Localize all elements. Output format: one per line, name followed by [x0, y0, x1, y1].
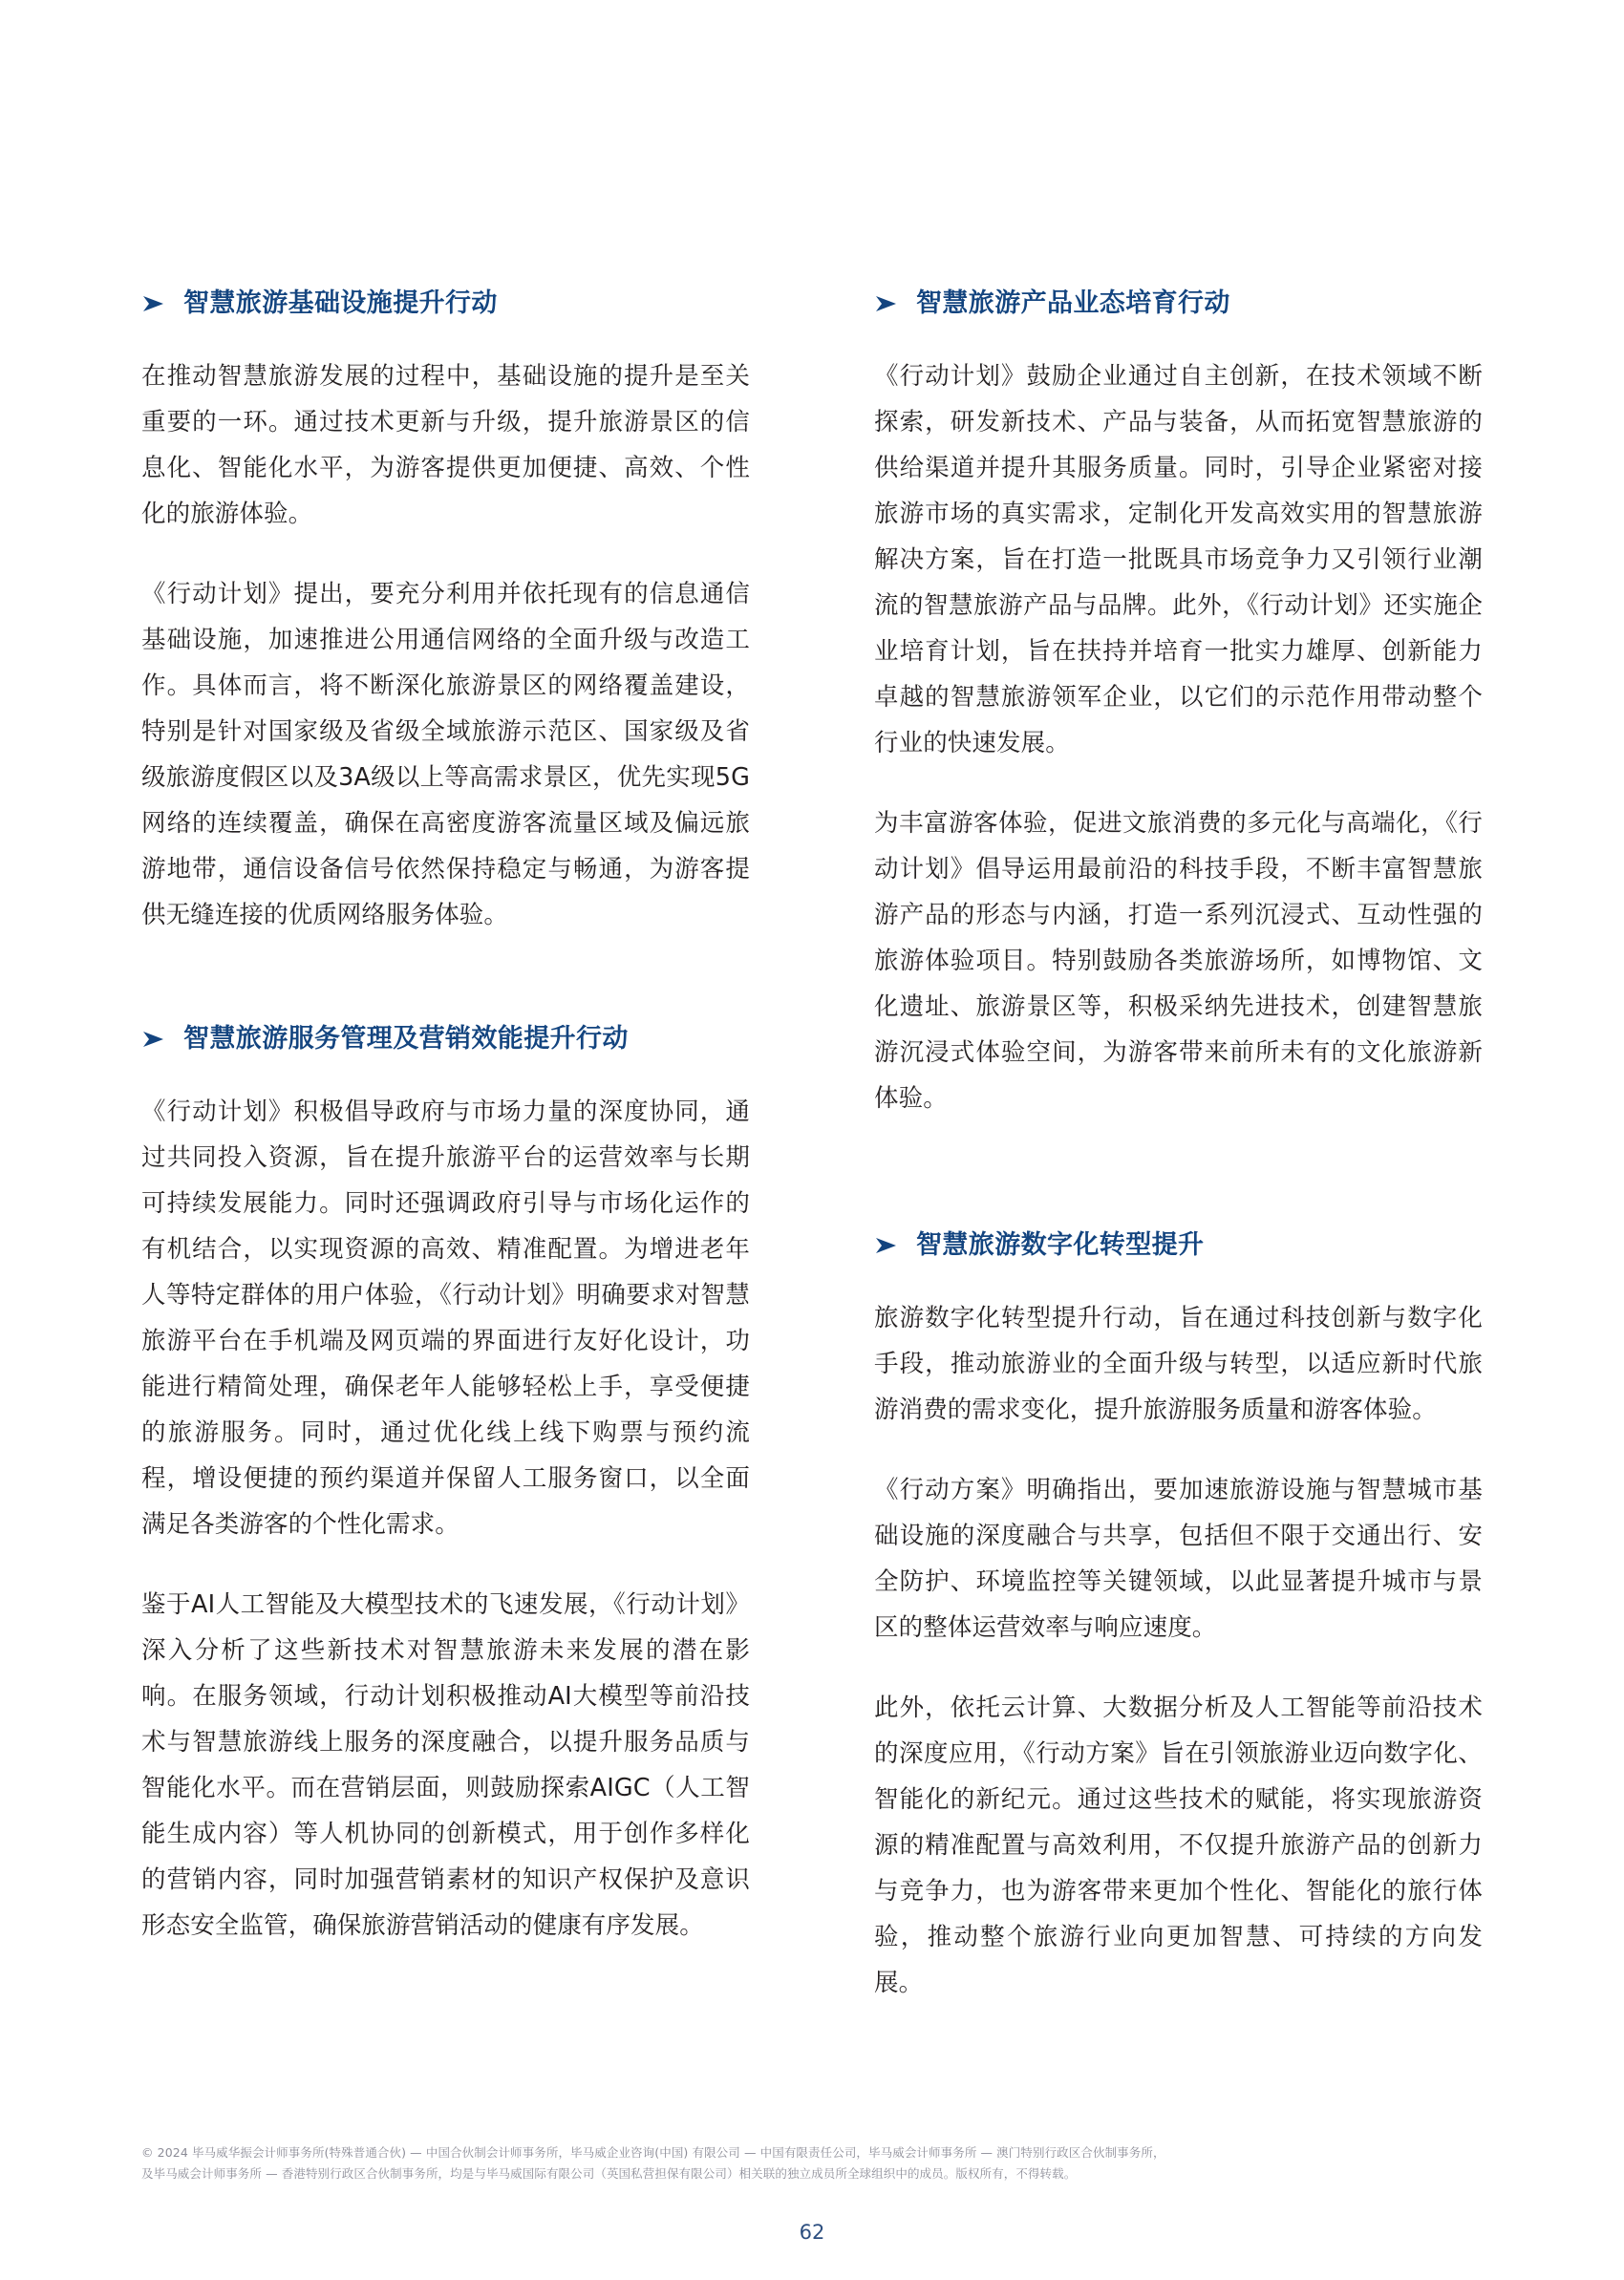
paragraph: 《行动计划》鼓励企业通过自主创新，在技术领域不断探索，研发新技术、产品与装备，从而拓宽智慧旅游的供给渠道并提升其服务质量。同时，引导企业紧密对接旅游市场的真实需求，定制化开发高效实用的智慧旅游解决方案，旨在打造一批既具市场竞争力又引领行业潮流的智慧旅游产品与品牌。此外，《行动计划》还实施企业培育计划，旨在扶持并培育一批实力雄厚、创新能力卓越的智慧旅游领军企业，以它们的示范作用带动整个行业的快速发展。: [874, 362, 1483, 757]
arrow-bullet-icon: [141, 293, 166, 314]
paragraph: 旅游数字化转型提升行动，旨在通过科技创新与数字化手段，推动旅游业的全面升级与转型，以适应新时代旅游消费的需求变化，提升旅游服务质量和游客体验。: [874, 1304, 1483, 1424]
paragraph: 为丰富游客体验，促进文旅消费的多元化与高端化，《行动计划》倡导运用最前沿的科技手段，不断丰富智慧旅游产品的形态与内涵，打造一系列沉浸式、互动性强的旅游体验项目。特别鼓励各类旅游场所，如博物馆、文化遗址、旅游景区等，积极采纳先进技术，创建智慧旅游沉浸式体验空间，为游客带来前所未有的文化旅游新体验。: [874, 809, 1483, 1113]
footer-copyright-line-1: © 2024 毕马威华振会计师事务所(特殊普通合伙) — 中国合伙制会计师事务所，毕马威企业咨询(中国) 有限公司 — 中国有限责任公司，毕马威会计师事务所 — 澳门特别行政区合伙制事务所，: [141, 2145, 1165, 2160]
section-heading-product-ecosystem: [874, 287, 1483, 321]
two-column-layout: [141, 287, 1483, 1997]
paragraph: 在推动智慧旅游发展的过程中，基础设施的提升是至关重要的一环。通过技术更新与升级，提升旅游景区的信息化、智能化水平，为游客提供更加便捷、高效、个性化的旅游体验。: [141, 362, 750, 528]
section-heading-infrastructure: [141, 287, 750, 321]
paragraph: 鉴于AI人工智能及大模型技术的飞速发展，《行动计划》深入分析了这些新技术对智慧旅游未来发展的潜在影响。在服务领域，行动计划积极推动AI大模型等前沿技术与智慧旅游线上服务的深度融合，以提升服务品质与智能化水平。而在营销层面，则鼓励探索AIGC（人工智能生成内容）等人机协同的创新模式，用于创作多样化的营销内容，同时加强营销素材的知识产权保护及意识形态安全监管，确保旅游营销活动的健康有序发展。: [141, 1590, 750, 1940]
footer-copyright: [141, 2142, 1483, 2184]
arrow-bullet-icon: [874, 293, 899, 314]
section-heading-label: 智慧旅游服务管理及营销效能提升行动: [183, 1024, 629, 1054]
section-heading-label: 智慧旅游数字化转型提升: [916, 1230, 1205, 1260]
right-column: [874, 287, 1483, 2006]
section-heading-service-management: [141, 1022, 750, 1056]
paragraph: 此外，依托云计算、大数据分析及人工智能等前沿技术的深度应用，《行动方案》旨在引领旅游业迈向数字化、智能化的新纪元。通过这些技术的赋能，将实现旅游资源的精准配置与高效利用，不仅提升旅游产品的创新力与竞争力，也为游客带来更加个性化、智能化的旅行体验，推动整个旅游行业向更加智慧、可持续的方向发展。: [874, 1694, 1483, 1997]
page-number: 62: [799, 2221, 825, 2244]
left-column: [141, 287, 750, 1949]
paragraph: 《行动方案》明确指出，要加速旅游设施与智慧城市基础设施的深度融合与共享，包括但不限于交通出行、安全防护、环境监控等关键领域，以此显著提升城市与景区的整体运营效率与响应速度。: [874, 1476, 1483, 1642]
section-heading-digital-transformation: [874, 1228, 1483, 1263]
section-heading-label: 智慧旅游基础设施提升行动: [183, 288, 498, 318]
paragraph: 《行动计划》提出，要充分利用并依托现有的信息通信基础设施，加速推进公用通信网络的全面升级与改造工作。具体而言，将不断深化旅游景区的网络覆盖建设，特别是针对国家级及省级全域旅游示范区、国家级及省级旅游度假区以及3A级以上等高需求景区，优先实现5G网络的连续覆盖，确保在高密度游客流量区域及偏远旅游地带，通信设备信号依然保持稳定与畅通，为游客提供无缝连接的优质网络服务体验。: [141, 580, 750, 929]
paragraph: 《行动计划》积极倡导政府与市场力量的深度协同，通过共同投入资源，旨在提升旅游平台的运营效率与长期可持续发展能力。同时还强调政府引导与市场化运作的有机结合，以实现资源的高效、精准配置。为增进老年人等特定群体的用户体验，《行动计划》明确要求对智慧旅游平台在手机端及网页端的界面进行友好化设计，功能进行精简处理，确保老年人能够轻松上手，享受便捷的旅游服务。同时，通过优化线上线下购票与预约流程，增设便捷的预约渠道并保留人工服务窗口，以全面满足各类游客的个性化需求。: [141, 1097, 750, 1539]
arrow-bullet-icon: [874, 1235, 899, 1256]
section-heading-label: 智慧旅游产品业态培育行动: [916, 288, 1230, 318]
footer-copyright-line-2: 及毕马威会计师事务所 — 香港特别行政区合伙制事务所，均是与毕马威国际有限公司（英国私营担保有限公司）相关联的独立成员所全球组织中的成员。版权所有，不得转载。: [141, 2166, 1077, 2181]
arrow-bullet-icon: [141, 1029, 166, 1050]
